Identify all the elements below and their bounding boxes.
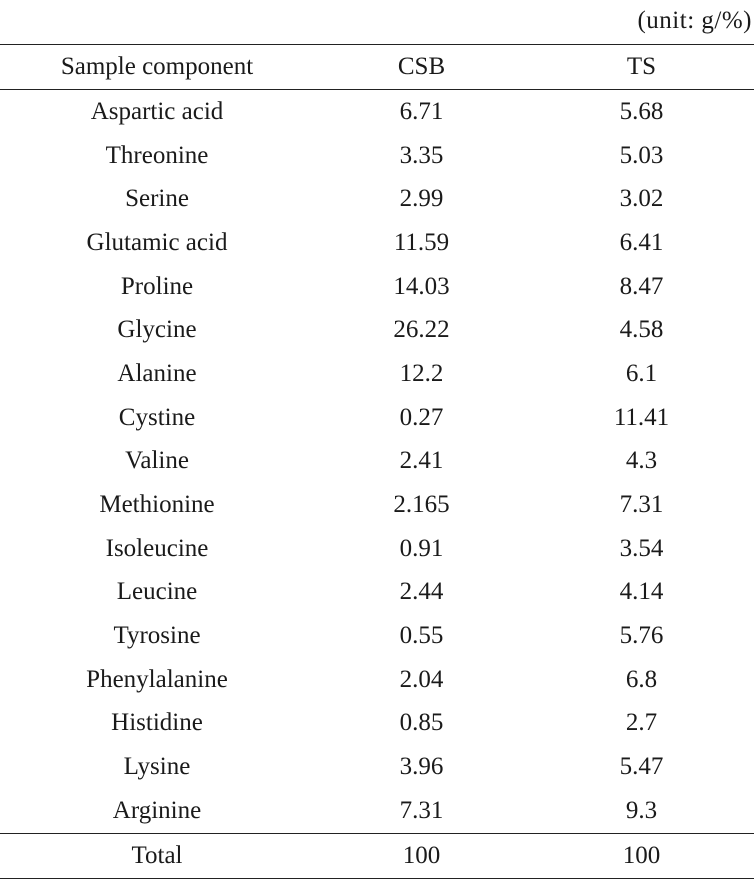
header-ts: TS [626, 53, 657, 80]
table-row [0, 789, 754, 833]
cell-component: Leucine [116, 578, 198, 606]
cell-csb: 6.71 [399, 97, 444, 125]
cell-ts: 6.41 [619, 228, 664, 256]
cell-csb: 26.22 [393, 316, 450, 344]
cell-component: Methionine [99, 491, 215, 519]
table-row [0, 571, 754, 615]
cell-csb: 14.03 [393, 272, 450, 300]
cell-component: Glutamic acid [86, 228, 228, 256]
cell-component: Threonine [105, 141, 209, 169]
table-row [0, 396, 754, 440]
cell-ts: 5.68 [619, 97, 664, 125]
table-row [0, 177, 754, 221]
cell-csb: 3.35 [399, 141, 444, 169]
cell-component: Aspartic acid [90, 97, 224, 125]
cell-component: Serine [125, 185, 189, 213]
cell-component: Tyrosine [113, 622, 201, 650]
table-row [0, 527, 754, 571]
table-row [0, 90, 754, 134]
cell-csb: 11.59 [393, 228, 450, 256]
cell-ts: 4.3 [625, 447, 658, 475]
table-row [0, 483, 754, 527]
table-header-row [0, 45, 754, 89]
total-csb: 100 [402, 841, 441, 869]
cell-csb: 0.27 [399, 403, 444, 431]
table-row [0, 134, 754, 178]
cell-component: Arginine [112, 796, 202, 824]
table-row [0, 221, 754, 265]
cell-component: Valine [125, 447, 189, 475]
cell-ts: 9.3 [625, 796, 658, 824]
cell-ts: 5.47 [619, 753, 664, 781]
total-ts: 100 [622, 841, 661, 869]
cell-component: Histidine [111, 709, 203, 737]
cell-ts: 2.7 [625, 709, 658, 737]
table-row [0, 702, 754, 746]
table-row [0, 352, 754, 396]
table-row [0, 658, 754, 702]
unit-note: (unit: g/%) [637, 7, 752, 34]
cell-component: Cystine [118, 403, 196, 431]
cell-ts: 5.76 [619, 622, 664, 650]
cell-csb: 0.91 [399, 534, 444, 562]
header-sample-component: Sample component [60, 53, 254, 80]
cell-csb: 0.85 [399, 709, 444, 737]
cell-ts: 11.41 [613, 403, 670, 431]
table-row [0, 308, 754, 352]
cell-csb: 2.04 [399, 665, 444, 693]
cell-csb: 2.44 [399, 578, 444, 606]
cell-ts: 4.58 [619, 316, 664, 344]
cell-csb: 3.96 [399, 753, 444, 781]
table-row [0, 745, 754, 789]
total-label: Total [131, 841, 183, 869]
amino-acid-table [0, 44, 754, 879]
header-csb: CSB [397, 53, 446, 80]
cell-ts: 8.47 [619, 272, 664, 300]
table-row [0, 614, 754, 658]
cell-component: Proline [120, 272, 194, 300]
table-body [0, 90, 754, 833]
total-row [0, 834, 754, 878]
cell-ts: 3.54 [619, 534, 664, 562]
cell-component: Isoleucine [105, 534, 209, 562]
cell-ts: 6.1 [625, 359, 658, 387]
cell-csb: 2.165 [393, 491, 450, 519]
cell-component: Lysine [123, 753, 191, 781]
table-row [0, 440, 754, 484]
cell-ts: 5.03 [619, 141, 664, 169]
cell-component: Glycine [117, 316, 197, 344]
cell-csb: 12.2 [399, 359, 444, 387]
cell-ts: 3.02 [619, 185, 664, 213]
cell-csb: 2.99 [399, 185, 444, 213]
cell-ts: 7.31 [619, 491, 664, 519]
table-row [0, 265, 754, 309]
cell-csb: 7.31 [399, 796, 444, 824]
cell-ts: 4.14 [619, 578, 664, 606]
cell-component: Alanine [117, 359, 197, 387]
cell-csb: 0.55 [399, 622, 444, 650]
cell-component: Phenylalanine [86, 665, 228, 693]
cell-csb: 2.41 [399, 447, 444, 475]
cell-ts: 6.8 [625, 665, 658, 693]
